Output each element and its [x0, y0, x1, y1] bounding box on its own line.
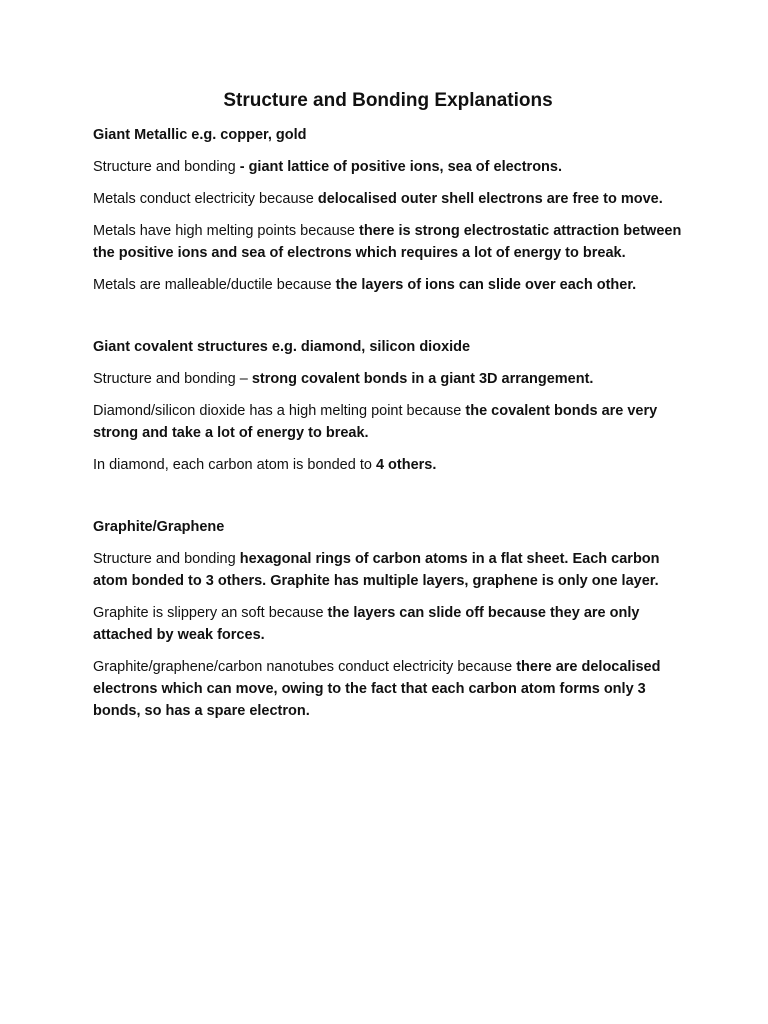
- page-title: Structure and Bonding Explanations: [223, 90, 553, 111]
- graphite-slippery-paragraph: [93, 602, 683, 646]
- metallic-melting-text: Metals have high melting points because: [93, 223, 359, 239]
- graphite-slippery-text: Graphite is slippery an soft because: [93, 605, 328, 621]
- covalent-structure-text: Structure and bonding –: [93, 371, 252, 387]
- metallic-structure-bold: - giant lattice of positive ions, sea of electrons.: [239, 159, 563, 175]
- graphite-structure-paragraph: [93, 548, 683, 592]
- section-spacer: [93, 306, 683, 336]
- section-heading-metallic: Giant Metallic e.g. copper, gold: [93, 127, 307, 143]
- section-graphite: [93, 516, 683, 722]
- document-page: [93, 88, 683, 732]
- graphite-conduct-bold: there are delocalised electrons which can move, owing to the fact that each carbon atom forms only 3 bonds, so has a spare electron.: [93, 659, 661, 719]
- metallic-malleable-paragraph: [93, 274, 683, 296]
- covalent-structure-bold: strong covalent bonds in a giant 3D arrangement.: [251, 371, 594, 387]
- graphite-structure-text: Structure and bonding: [93, 551, 240, 567]
- section-heading-covalent: Giant covalent structures e.g. diamond, silicon dioxide: [93, 339, 471, 355]
- graphite-conduct-paragraph: [93, 656, 683, 722]
- covalent-melting-text: Diamond/silicon dioxide has a high melting point because: [93, 403, 466, 419]
- covalent-diamond-text: In diamond, each carbon atom is bonded to: [93, 457, 376, 473]
- section-metallic: [93, 124, 683, 296]
- metallic-melting-bold: there is strong electrostatic attraction between the positive ions and sea of electrons which requires a lot of energy to break.: [93, 223, 682, 261]
- covalent-melting-bold: the covalent bonds are very strong and take a lot of energy to break.: [93, 403, 658, 441]
- covalent-structure-paragraph: [93, 368, 683, 390]
- metallic-structure-paragraph: [93, 156, 683, 178]
- graphite-conduct-text: Graphite/graphene/carbon nanotubes conduct electricity because: [93, 659, 517, 675]
- metallic-malleable-bold: the layers of ions can slide over each other.: [335, 277, 637, 293]
- covalent-diamond-paragraph: [93, 454, 683, 476]
- metallic-melting-paragraph: [93, 220, 683, 264]
- covalent-diamond-bold: 4 others.: [375, 457, 437, 473]
- section-spacer: [93, 486, 683, 516]
- metallic-conduct-paragraph: [93, 188, 683, 210]
- metallic-malleable-text: Metals are malleable/ductile because: [93, 277, 336, 293]
- metallic-structure-text: Structure and bonding: [93, 159, 240, 175]
- metallic-conduct-text: Metals conduct electricity because: [93, 191, 318, 207]
- graphite-structure-bold: hexagonal rings of carbon atoms in a flat sheet. Each carbon atom bonded to 3 others. Graphite has multiple layers, graphene is only one layer.: [93, 551, 660, 589]
- covalent-melting-paragraph: [93, 400, 683, 444]
- section-heading-graphite: Graphite/Graphene: [93, 519, 225, 535]
- section-covalent: [93, 336, 683, 476]
- metallic-conduct-bold: delocalised outer shell electrons are free to move.: [317, 191, 663, 207]
- graphite-slippery-bold: the layers can slide off because they are only attached by weak forces.: [93, 605, 640, 643]
